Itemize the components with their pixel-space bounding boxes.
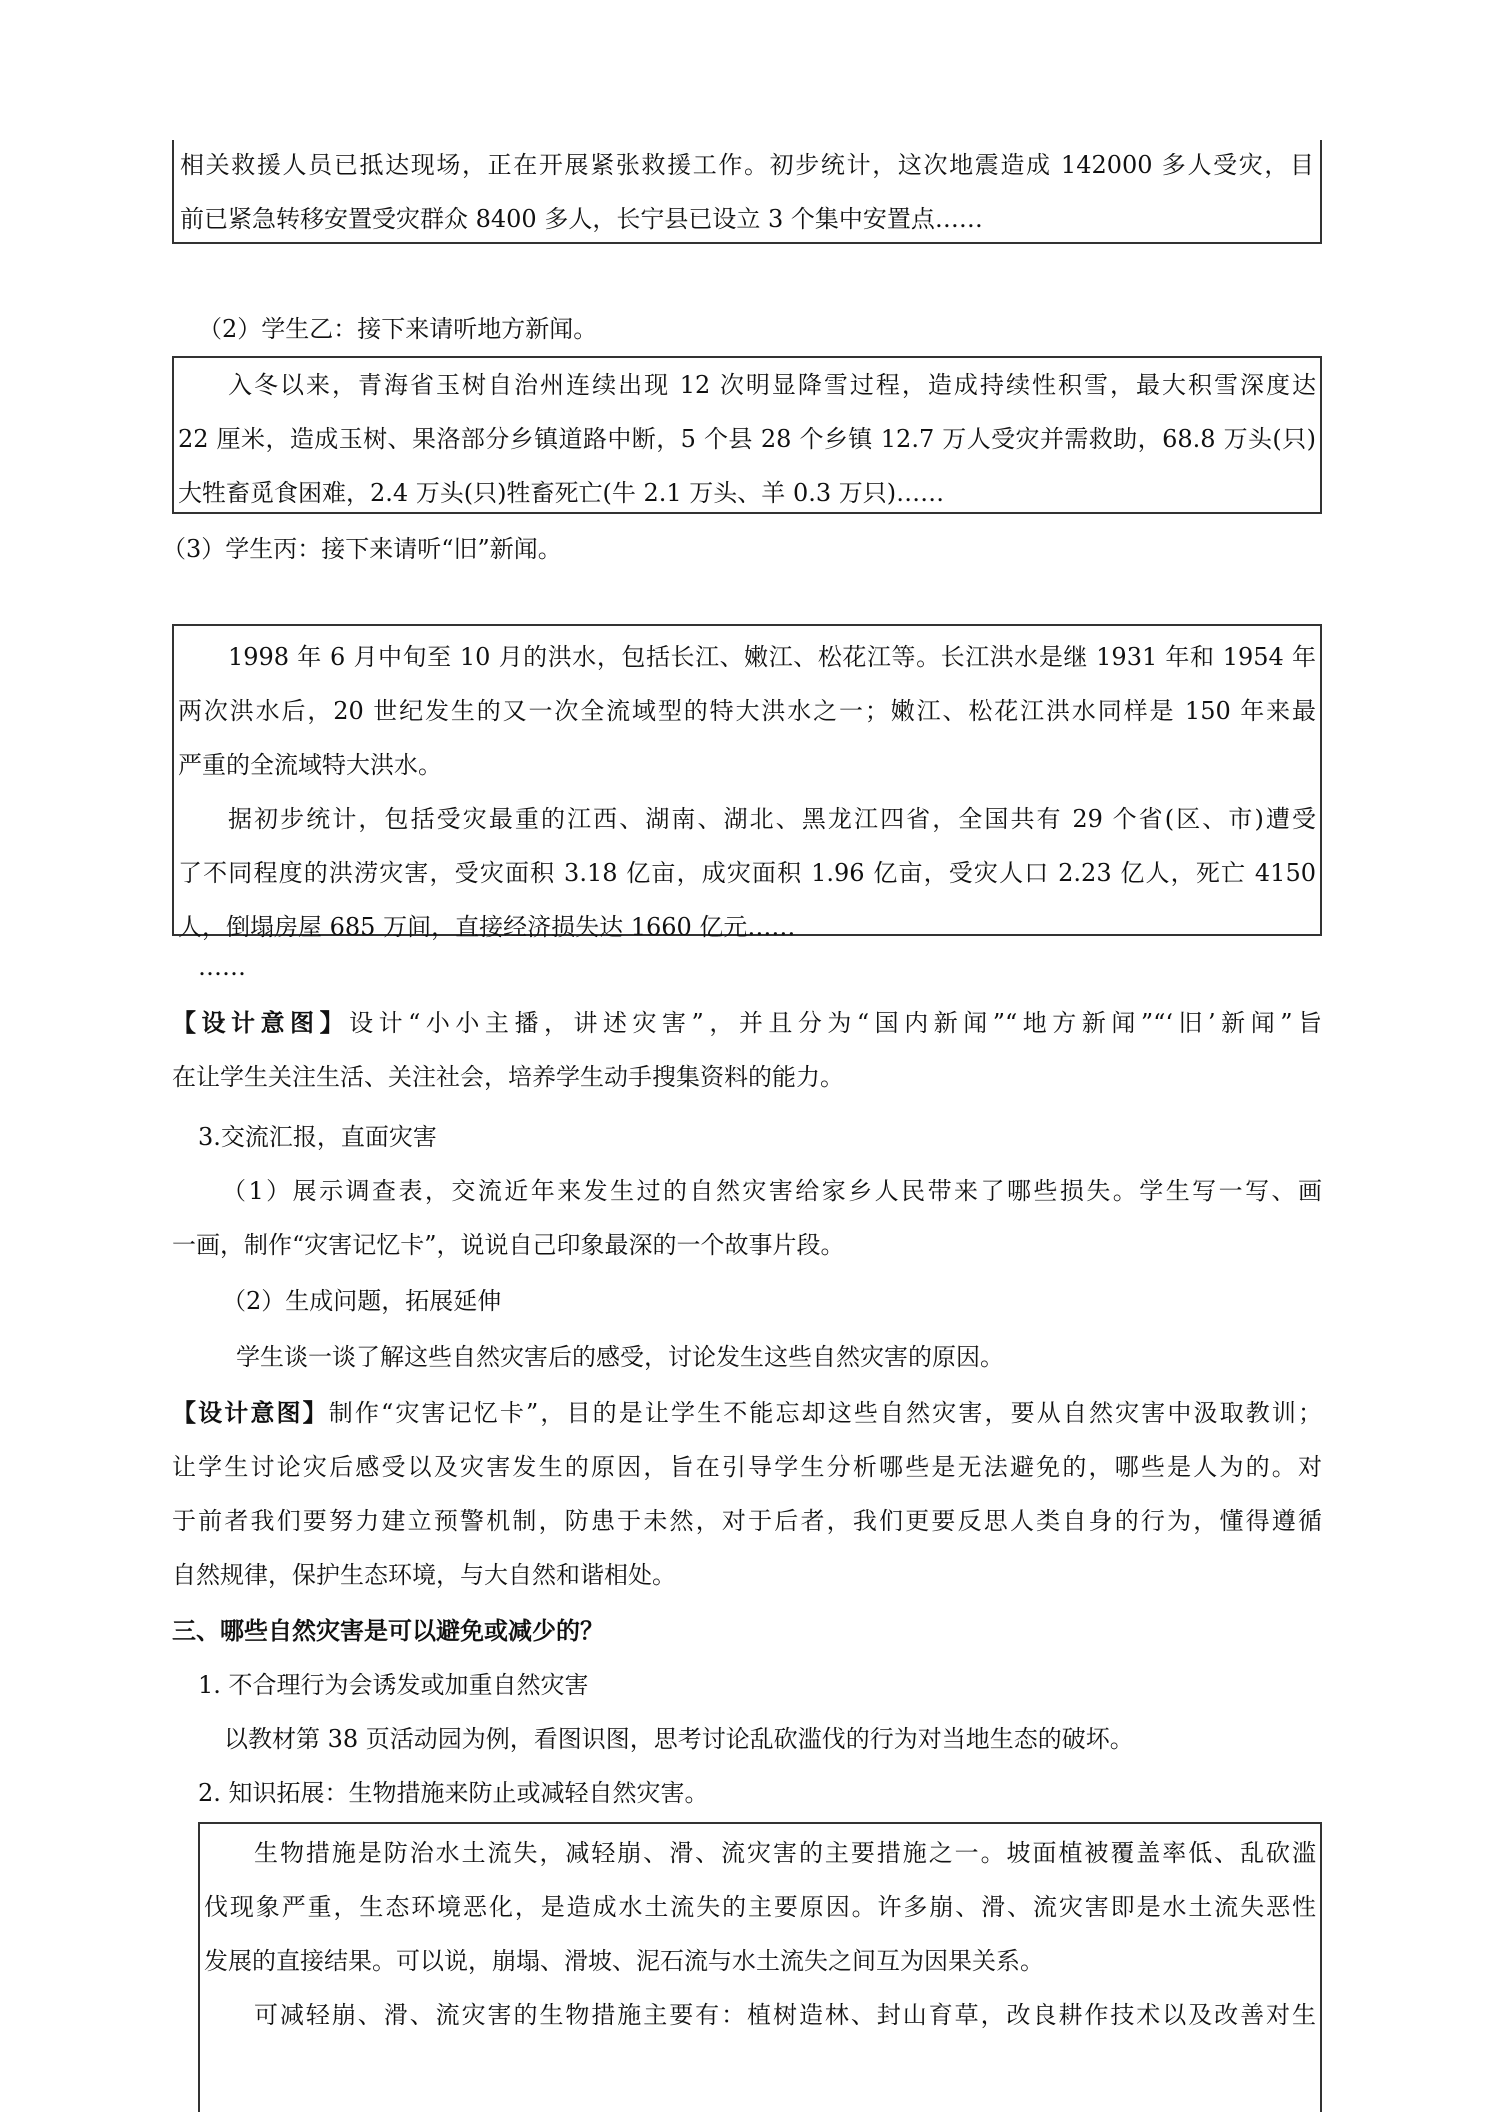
news-box-national — [172, 140, 1322, 244]
section-3-p1-line-1: （1）展示调查表，交流近年来发生过的自然灾害给家乡人民带来了哪些损失。学生写一写、画 — [222, 1177, 1322, 1205]
box3-p1-line-3: 严重的全流域特大洪水。 — [178, 751, 442, 779]
design-intent-2-line-2: 让学生讨论灾后感受以及灾害发生的原因，旨在引导学生分析哪些是无法避免的，哪些是人为的。对 — [172, 1453, 1322, 1481]
box2-line-3: 大牲畜觅食困难，2.4 万头(只)牲畜死亡(牛 2.1 万头、羊 0.3 万只)…… — [178, 479, 945, 507]
box4-p1-line-3: 发展的直接结果。可以说，崩塌、滑坡、泥石流与水土流失之间互为因果关系。 — [204, 1947, 1044, 1975]
section-heading-3: 三、哪些自然灾害是可以避免或减少的？ — [172, 1616, 604, 1645]
section-3-p2: （2）生成问题，拓展延伸 — [222, 1287, 502, 1315]
box1-line-2: 前已紧急转移安置受灾群众 8400 多人，长宁县已设立 3 个集中安置点…… — [180, 205, 983, 233]
box2-line-2: 22 厘米，造成玉树、果洛部分乡镇道路中断，5 个县 28 个乡镇 12.7 万人受灾并需救助，68.8 万头(只) — [178, 425, 1316, 453]
item-2-label: （2）学生乙：接下来请听地方新闻。 — [198, 315, 598, 343]
subsection-2-heading: 2. 知识拓展：生物措施来防止或减轻自然灾害。 — [198, 1779, 709, 1807]
box3-p2-line-2: 了不同程度的洪涝灾害，受灾面积 3.18 亿亩，成灾面积 1.96 亿亩，受灾人口 2.23 亿人，死亡 4150 — [178, 859, 1316, 887]
design-intent-label: 【设计意图】 — [172, 1398, 329, 1427]
item-3-label: （3）学生丙：接下来请听“旧”新闻。 — [162, 535, 562, 563]
box2-line-1: 入冬以来，青海省玉树自治州连续出现 12 次明显降雪过程，造成持续性积雪，最大积雪深度达 — [228, 371, 1316, 399]
news-box-old — [172, 624, 1322, 941]
design-intent-1-line-2: 在让学生关注生活、关注社会，培养学生动手搜集资料的能力。 — [172, 1063, 844, 1091]
box1-line-1: 相关救援人员已抵达现场，正在开展紧张救援工作。初步统计，这次地震造成 142000 多人受灾，目 — [180, 151, 1314, 179]
section-3-p1-line-2: 一画，制作“灾害记忆卡”，说说自己印象最深的一个故事片段。 — [172, 1231, 845, 1259]
design-intent-1-line-1 — [172, 996, 1322, 1050]
news-box-local — [172, 356, 1322, 514]
design-intent-2-line-3: 于前者我们要努力建立预警机制，防患于未然，对于后者，我们更要反思人类自身的行为，懂得遵循 — [172, 1507, 1322, 1535]
box3-p1-line-2: 两次洪水后，20 世纪发生的又一次全流域型的特大洪水之一；嫩江、松花江洪水同样是 150 年来最 — [178, 697, 1316, 725]
section-3-heading: 3.交流汇报，直面灾害 — [198, 1123, 437, 1151]
subsection-1-text: 以教材第 38 页活动园为例，看图识图，思考讨论乱砍滥伐的行为对当地生态的破坏。 — [224, 1725, 1134, 1753]
design-intent-2-line-4: 自然规律，保护生态环境，与大自然和谐相处。 — [172, 1561, 676, 1589]
box3-p2-line-1: 据初步统计，包括受灾最重的江西、湖南、湖北、黑龙江四省，全国共有 29 个省(区、市)遭受 — [228, 805, 1316, 833]
knowledge-box — [198, 1822, 1322, 2112]
box3-p1-line-1: 1998 年 6 月中旬至 10 月的洪水，包括长江、嫩江、松花江等。长江洪水是继 1931 年和 1954 年 — [228, 643, 1316, 671]
design-intent-2-line-1 — [172, 1386, 1322, 1440]
ellipsis: …… — [198, 953, 246, 981]
section-3-p3: 学生谈一谈了解这些自然灾害后的感受，讨论发生这些自然灾害的原因。 — [236, 1343, 1004, 1371]
box4-p1-line-1: 生物措施是防治水土流失，减轻崩、滑、流灾害的主要措施之一。坡面植被覆盖率低、乱砍滥 — [254, 1839, 1316, 1867]
design-intent-1-text: 设计“小小主播，讲述灾害”，并且分为“国内新闻”“地方新闻”“‘旧’新闻”旨 — [349, 1009, 1322, 1037]
box4-p1-line-2: 伐现象严重，生态环境恶化，是造成水土流失的主要原因。许多崩、滑、流灾害即是水土流失恶性 — [204, 1893, 1316, 1921]
box3-p2-line-3: 人，倒塌房屋 685 万间，直接经济损失达 1660 亿元…… — [178, 913, 796, 941]
box4-p2-line-1: 可减轻崩、滑、流灾害的生物措施主要有：植树造林、封山育草，改良耕作技术以及改善对生 — [254, 2001, 1316, 2029]
design-intent-2-text: 制作“灾害记忆卡”，目的是让学生不能忘却这些自然灾害，要从自然灾害中汲取教训； — [328, 1399, 1322, 1427]
subsection-1-heading: 1. 不合理行为会诱发或加重自然灾害 — [198, 1671, 589, 1699]
design-intent-label: 【设计意图】 — [172, 1008, 350, 1037]
